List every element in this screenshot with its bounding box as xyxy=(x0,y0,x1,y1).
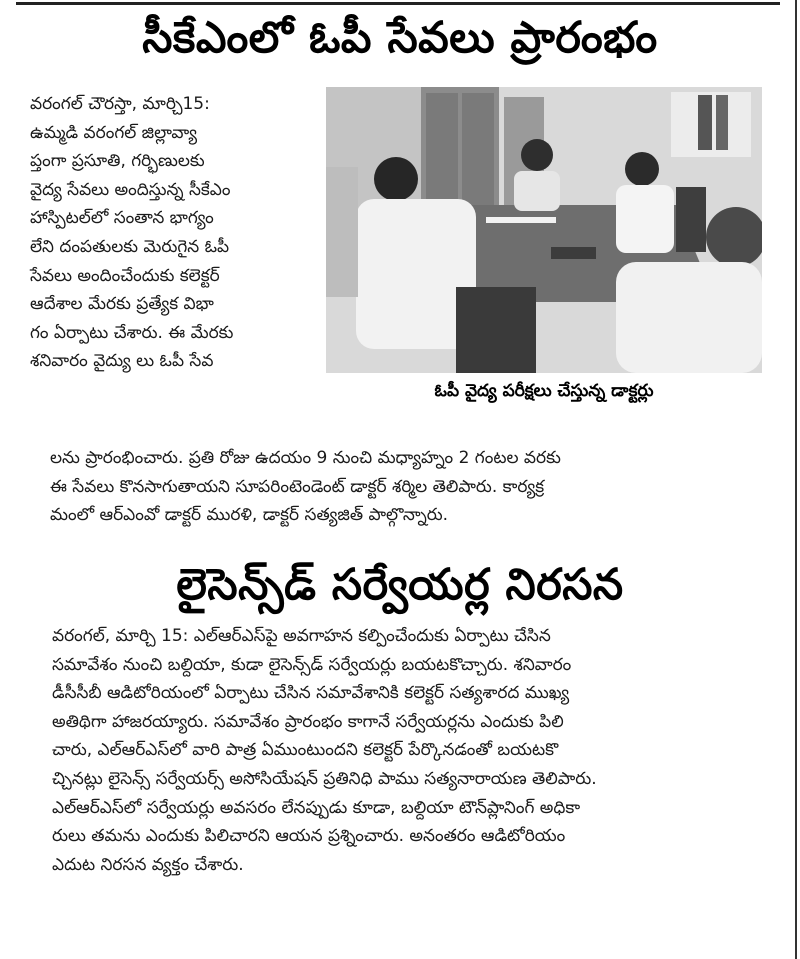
story1-intro-line: శనివారం వైద్యు లు ఓపీ సేవ xyxy=(30,351,214,372)
story2-body-line: వరంగల్, మార్చి 15: ఎల్‌ఆర్‌ఎస్‌పై అవగాహన కల్పించేందుకు ఏర్పాటు చేసిన xyxy=(52,626,551,646)
story2-body-line: సమావేశం నుంచి బల్దియా, కుడా లైసెన్స్‌డ్ సర్వేయర్లు బయటకొచ్చారు. శనివారం xyxy=(52,654,572,675)
story2-body-line: చారు, ఎల్‌ఆర్‌ఎస్‌లో వారి పాత్ర ఏముంటుందని కలెక్టర్ పేర్కొనడంతో బయటకొ xyxy=(52,740,559,761)
story2-body-line: ఎల్‌ఆర్‌ఎస్‌లో సర్వేయర్లు అవసరం లేనప్పుడు కూడా, బల్దియా టౌన్‌ప్లానింగ్ అధికా xyxy=(52,797,581,818)
story1-intro-line: వరంగల్ చౌరస్తా, మార్చి15: xyxy=(30,94,210,114)
story1-intro-line: గం ఏర్పాటు చేశారు. ఈ మేరకు xyxy=(30,322,234,343)
story1-intro-line: హాస్పిటల్‌లో సంతాన భాగ్యం xyxy=(30,208,214,229)
story2-body-line: రులు తమను ఎందుకు పిలిచారని ఆయన ప్రశ్నించారు. అనంతరం ఆడిటోరియం xyxy=(52,826,566,847)
story1-continuation-line: లను ప్రారంభించారు. ప్రతి రోజు ఉదయం 9 నుంచి మధ్యాహ్నం 2 గంటల వరకు xyxy=(50,448,561,468)
right-border-rule xyxy=(795,0,797,959)
story1-intro-line: సేవలు అందించేందుకు కలెక్టర్ xyxy=(30,265,220,286)
doctors-photo xyxy=(326,87,762,373)
story1-intro-line: వైద్య సేవలు అందిస్తున్న సీకేఎం xyxy=(30,179,231,200)
doctors-photo-illustration xyxy=(326,87,762,373)
story1-intro-line: ఉమ్మడి వరంగల్ జిల్లావ్యా xyxy=(30,122,197,143)
story1-headline: సీకేఎంలో ఓపీ సేవలు ప్రారంభం xyxy=(142,13,658,63)
story2-body-line: చ్చినట్లు లైసెన్స్ సర్వేయర్స్ అసోసియేషన్ ప్రతినిధి పాము సత్యనారాయణ తెలిపారు. xyxy=(52,768,597,789)
story2-body-line: అతిథిగా హాజరయ్యారు. సమావేశం ప్రారంభం కాగానే సర్వేయర్లను ఎందుకు పిలి xyxy=(52,711,564,732)
story1-intro-line: లేని దంపతులకు మెరుగైన ఓపీ xyxy=(30,236,230,257)
top-rule xyxy=(16,2,780,5)
story1-intro-line: ఆదేశాల మేరకు ప్రత్యేక విభా xyxy=(30,294,214,315)
story2-headline: లైసెన్స్‌డ్ సర్వేయర్ల నిరసన xyxy=(176,560,624,610)
story1-continuation xyxy=(50,444,770,530)
story1-intro-line: ప్తంగా ప్రసూతి, గర్భిణులకు xyxy=(30,151,205,172)
story2-body-line: ఎదుట నిరసన వ్యక్తం చేశారు. xyxy=(52,854,244,875)
story2-body-line: డీసీసీబీ ఆడిటోరియంలో ఏర్పాటు చేసిన సమావేశానికి కలెక్టర్ సత్యశారద ముఖ్య xyxy=(52,683,570,704)
story2-body xyxy=(52,622,772,879)
story1-continuation-line: మంలో ఆర్‌ఎంవో డాక్టర్ మురళి, డాక్టర్ సత్యజిత్ పాల్గొన్నారు. xyxy=(50,505,449,526)
story1-intro xyxy=(30,90,322,376)
story1-continuation-line: ఈ సేవలు కొనసాగుతాయని సూపరింటెండెంట్ డాక్టర్ శర్మిల తెలిపారు. కార్యక్ర xyxy=(50,476,545,497)
photo-caption: ఓపీ వైద్య పరీక్షలు చేస్తున్న డాక్టర్లు xyxy=(434,381,654,401)
